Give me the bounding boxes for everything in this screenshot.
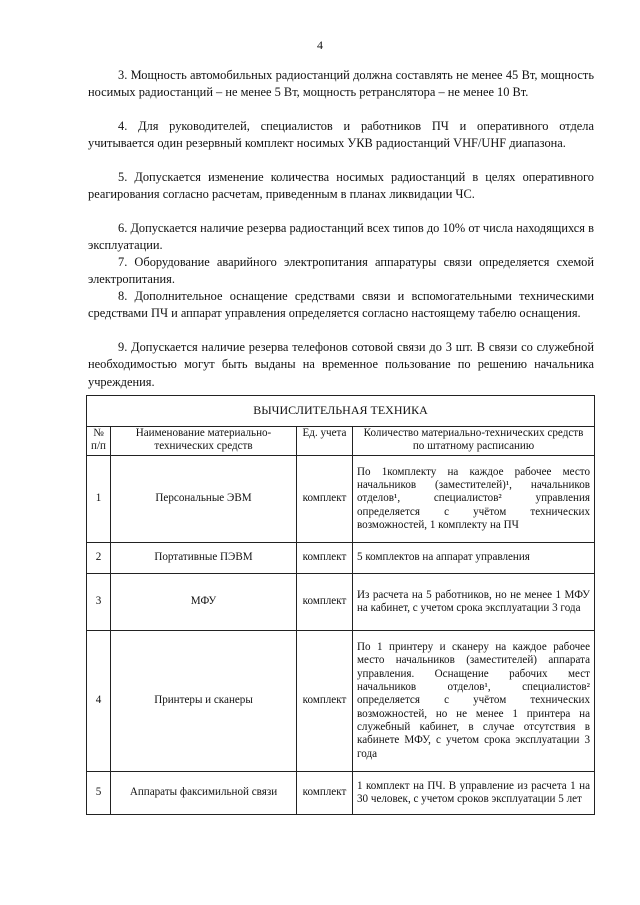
row-qty: По 1 принтеру и сканеру на каждое рабочее место начальников (заместителей) аппарата управления. Оснащение рабочих мест начальников отделов¹, специалистов² определяется с учётом технических возможностей, но не менее 1 принтера на служебный кабинет, в случае отсутствия в кабинете МФУ, с учетом срока эксплуатации 3 года (353, 631, 595, 772)
page-number: 4 (317, 38, 323, 52)
paragraph-5: 5. Допускается изменение количества носимых радиостанций в целях оперативного реагирования согласно расчетам, приведенным в планах ликвидации ЧС. (88, 170, 594, 202)
table-row (87, 631, 595, 772)
paragraph-6: 6. Допускается наличие резерва радиостанций всех типов до 10% от числа находящихся в эксплуатации. (88, 221, 594, 253)
row-qty: 1 комплект на ПЧ. В управление из расчета 1 на 30 человек, с учетом сроков эксплуатации 5 лет (353, 772, 595, 815)
row-num: 3 (87, 574, 111, 631)
table-row (87, 574, 595, 631)
row-name: МФУ (111, 574, 297, 631)
paragraph-3: 3. Мощность автомобильных радиостанций должна составлять не менее 45 Вт, мощность носимых радиостанций – не менее 5 Вт, мощность ретранслятора – не менее 10 Вт. (88, 68, 594, 100)
row-num: 2 (87, 543, 111, 574)
paragraph-7: 7. Оборудование аварийного электропитания аппаратуры связи определяется схемой электропитания. (88, 255, 594, 287)
row-num: 5 (87, 772, 111, 815)
table-title: ВЫЧИСЛИТЕЛЬНАЯ ТЕХНИКА (87, 396, 595, 427)
row-name: Принтеры и сканеры (111, 631, 297, 772)
paragraph-8: 8. Дополнительное оснащение средствами связи и вспомогательными техническими средствами ПЧ и аппарат управления определяется согласно настоящему табелю оснащения. (88, 289, 594, 321)
paragraph-9: 9. Допускается наличие резерва телефонов сотовой связи до 3 шт. В связи со служебной необходимостью могут быть выданы на временное пользование по решению начальника учреждения. (88, 340, 594, 389)
table-row (87, 543, 595, 574)
equipment-table (86, 395, 595, 815)
row-unit: комплект (297, 772, 353, 815)
row-qty: По 1комплекту на каждое рабочее место начальников (заместителей)¹, начальников отделов¹, специалистов² управления определяется с учётом технических возможностей, 1 комплекту на ПЧ (353, 456, 595, 543)
row-qty: 5 комплектов на аппарат управления (353, 543, 595, 574)
header-num: № п/п (87, 427, 111, 456)
row-name: Персональные ЭВМ (111, 456, 297, 543)
row-num: 4 (87, 631, 111, 772)
row-name: Аппараты факсимильной связи (111, 772, 297, 815)
table-row (87, 772, 595, 815)
row-name: Портативные ПЭВМ (111, 543, 297, 574)
table-title-row (87, 396, 595, 427)
row-num: 1 (87, 456, 111, 543)
row-unit: комплект (297, 456, 353, 543)
row-qty: Из расчета на 5 работников, но не менее 1 МФУ на кабинет, с учетом срока эксплуатации 3 года (353, 574, 595, 631)
header-unit: Ед. учета (297, 427, 353, 456)
header-name: Наименование материально-технических средств (111, 427, 297, 456)
row-unit: комплект (297, 543, 353, 574)
table-header-row (87, 427, 595, 456)
header-qty: Количество материально-технических средств по штатному расписанию (353, 427, 595, 456)
row-unit: комплект (297, 631, 353, 772)
paragraph-4: 4. Для руководителей, специалистов и работников ПЧ и оперативного отдела учитывается один резервный комплект носимых УКВ радиостанций VHF/UHF диапазона. (88, 119, 594, 151)
row-unit: комплект (297, 574, 353, 631)
table-row (87, 456, 595, 543)
